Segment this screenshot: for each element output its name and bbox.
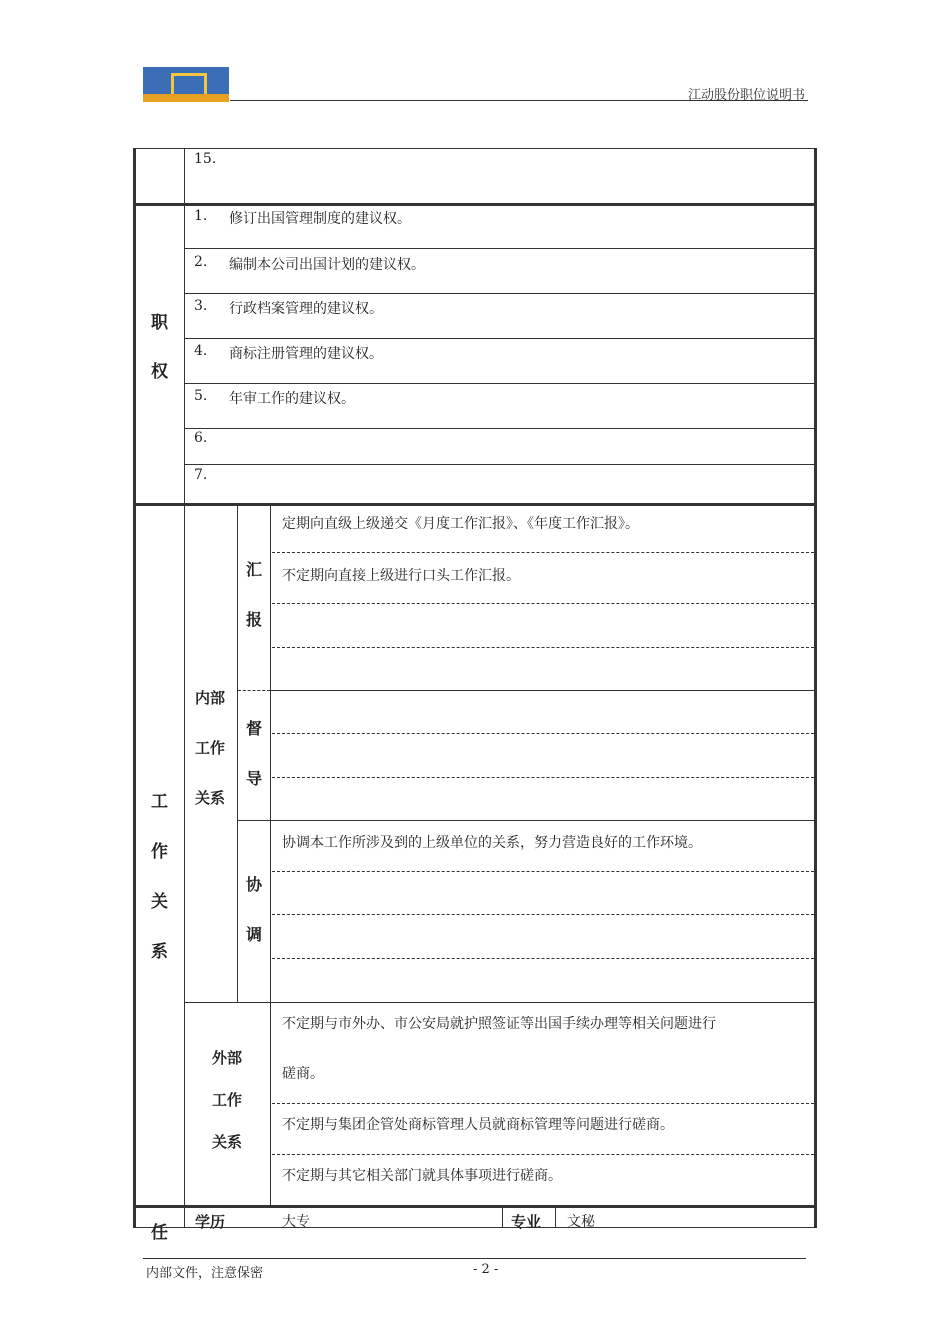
section-divider: [133, 203, 817, 206]
row-line: [185, 338, 815, 339]
row-line: [238, 820, 815, 821]
coordinate-line: 协调本工作所涉及到的上级单位的关系，努力营造良好的工作环境。: [282, 835, 702, 851]
education-value: 大专: [282, 1214, 310, 1230]
confidential-note: 内部文件，注意保密: [146, 1266, 264, 1281]
row-line: [185, 464, 815, 465]
row-line: [185, 383, 815, 384]
section-divider: [133, 1205, 817, 1208]
internal-label: 内部: [195, 689, 226, 707]
relations-label-char: 作: [151, 842, 168, 862]
dash-line: [272, 777, 814, 778]
external-line: 磋商。: [282, 1066, 324, 1082]
external-label: 工作: [212, 1091, 243, 1109]
table-left-border: [133, 148, 136, 1228]
rights-label-char: 权: [151, 362, 168, 382]
internal-label: 关系: [195, 789, 226, 807]
rights-item-number: 3.: [194, 298, 208, 314]
external-label: 关系: [212, 1133, 243, 1151]
major-value: 文秘: [567, 1214, 595, 1230]
report-line: 定期向直级上级递交《月度工作汇报》、《年度工作汇报》。: [282, 516, 639, 532]
row-line: [185, 293, 815, 294]
table-right-border: [814, 148, 817, 1228]
row-line: [185, 428, 815, 429]
section-divider: [133, 503, 817, 506]
external-line: 不定期与集团企管处商标管理人员就商标管理等问题进行磋商。: [282, 1117, 674, 1133]
row-line: [185, 1002, 815, 1003]
rights-item-number: 1.: [194, 208, 208, 224]
qualification-label-char: 任: [151, 1223, 168, 1243]
rights-item-number: 5.: [194, 388, 208, 404]
dash-line: [238, 690, 270, 691]
dash-line: [272, 914, 814, 915]
col-line: [502, 1206, 503, 1228]
coordinate-label-char: 调: [246, 925, 263, 944]
relations-label-char: 关: [151, 892, 168, 912]
dash-line: [272, 958, 814, 959]
table-top-border: [133, 148, 817, 149]
supervise-label-char: 导: [246, 769, 263, 788]
report-label-char: 汇: [246, 560, 263, 579]
dash-line: [272, 647, 814, 648]
page-number: - 2 -: [473, 1262, 499, 1277]
external-label: 外部: [212, 1049, 243, 1067]
company-logo: [143, 67, 229, 102]
major-label: 专业: [511, 1213, 542, 1231]
relations-label-char: 系: [151, 942, 168, 962]
row-line: [271, 690, 815, 691]
internal-label: 工作: [195, 739, 226, 757]
header-rule: [230, 100, 808, 101]
supervise-label-char: 督: [246, 719, 263, 738]
rights-label-char: 职: [151, 313, 168, 333]
rights-item-number: 2.: [194, 254, 208, 270]
rights-item-text: 商标注册管理的建议权。: [229, 346, 383, 362]
rights-item-text: 行政档案管理的建议权。: [229, 301, 383, 317]
logo-mark-icon: [171, 73, 207, 94]
label-column-divider: [184, 148, 185, 1228]
row-line: [133, 1227, 817, 1228]
dash-line: [272, 733, 814, 734]
content-col-line: [270, 503, 271, 1206]
rights-item-text: 修订出国管理制度的建议权。: [229, 211, 411, 227]
report-label-char: 报: [246, 610, 263, 629]
rights-item-number: 4.: [194, 343, 208, 359]
col-line: [555, 1206, 556, 1228]
rights-item-number: 6.: [194, 430, 208, 446]
relations-label-char: 工: [151, 792, 168, 812]
rights-item-text: 年审工作的建议权。: [229, 391, 355, 407]
dash-line: [272, 552, 814, 553]
external-line: 不定期与市外办、市公安局就护照签证等出国手续办理等相关问题进行: [282, 1016, 716, 1032]
doc-title: 江动股份职位说明书: [687, 88, 805, 103]
row-line: [185, 248, 815, 249]
coordinate-label-char: 协: [246, 875, 263, 894]
dash-line: [272, 1103, 814, 1104]
subcol-line: [237, 503, 238, 1003]
prev-item-number: 15.: [194, 151, 217, 167]
report-line: 不定期向直接上级进行口头工作汇报。: [282, 568, 520, 584]
rights-item-text: 编制本公司出国计划的建议权。: [229, 257, 425, 273]
dash-line: [272, 1154, 814, 1155]
footer-rule: [143, 1258, 806, 1259]
education-label: 学历: [195, 1213, 226, 1231]
external-line: 不定期与其它相关部门就具体事项进行磋商。: [282, 1168, 562, 1184]
rights-item-number: 7.: [194, 467, 208, 483]
dash-line: [272, 871, 814, 872]
dash-line: [272, 603, 814, 604]
